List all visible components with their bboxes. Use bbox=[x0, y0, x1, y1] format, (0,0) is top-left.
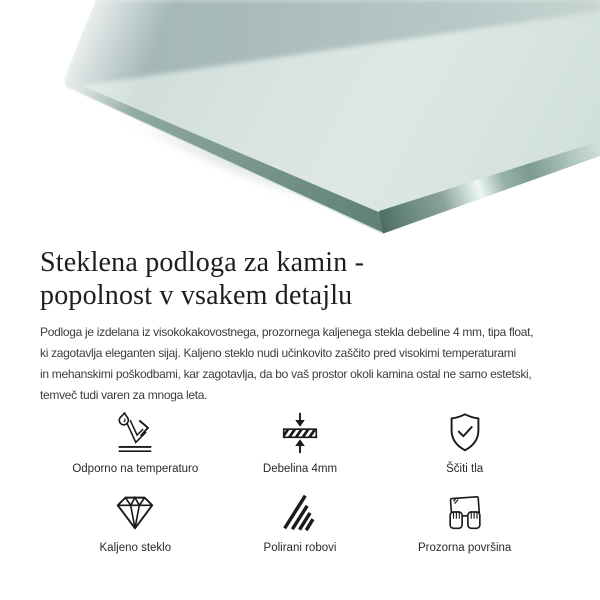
feature-label: Debelina 4mm bbox=[262, 463, 338, 475]
feature-label: Odporno na temperaturo bbox=[72, 463, 199, 475]
feature-protects-floor bbox=[382, 410, 547, 475]
page-title-line1: Steklena podloga za kamin - bbox=[40, 247, 365, 278]
feature-label: Prozorna površina bbox=[418, 542, 512, 554]
hands-surface-icon bbox=[442, 489, 488, 535]
paragraph-line: ki zagotavlja eleganten sijaj. Kaljeno steklo nudi učinkovito zaščito pred visokimi temperaturami bbox=[40, 346, 516, 360]
white-fade-overlay bbox=[0, 0, 600, 240]
feature-temperature-resistant bbox=[53, 410, 218, 475]
temperature-resistant-icon bbox=[112, 410, 158, 456]
hero-glass-image bbox=[0, 0, 600, 240]
polished-edges-icon bbox=[277, 489, 323, 535]
feature-label: Kaljeno steklo bbox=[99, 542, 172, 554]
feature-label: Ščiti tla bbox=[446, 463, 484, 475]
paragraph-line: Podloga je izdelana iz visokokakovostnega, prozornega kaljenega stekla debeline 4 mm, tipa float, bbox=[40, 325, 534, 339]
thickness-4mm-icon bbox=[277, 410, 323, 456]
description-paragraph bbox=[40, 322, 560, 406]
page-title-line2: popolnost v vsakem detajlu bbox=[40, 280, 353, 311]
diamond-icon bbox=[112, 489, 158, 535]
shield-check-icon bbox=[442, 410, 488, 456]
features-grid bbox=[53, 410, 547, 554]
paragraph-line: temveč tudi varen za mnoga leta. bbox=[40, 388, 208, 402]
page-title bbox=[40, 246, 560, 312]
feature-label: Polirani robovi bbox=[263, 542, 337, 554]
feature-polished-edges bbox=[218, 489, 383, 554]
paragraph-line: in mehanskimi poškodbami, kar zagotavlja, da bo vaš prostor okoli kamina ostal ne samo estetski, bbox=[40, 367, 532, 381]
feature-thickness-4mm bbox=[218, 410, 383, 475]
feature-tempered-glass bbox=[53, 489, 218, 554]
feature-transparent-surface bbox=[382, 489, 547, 554]
